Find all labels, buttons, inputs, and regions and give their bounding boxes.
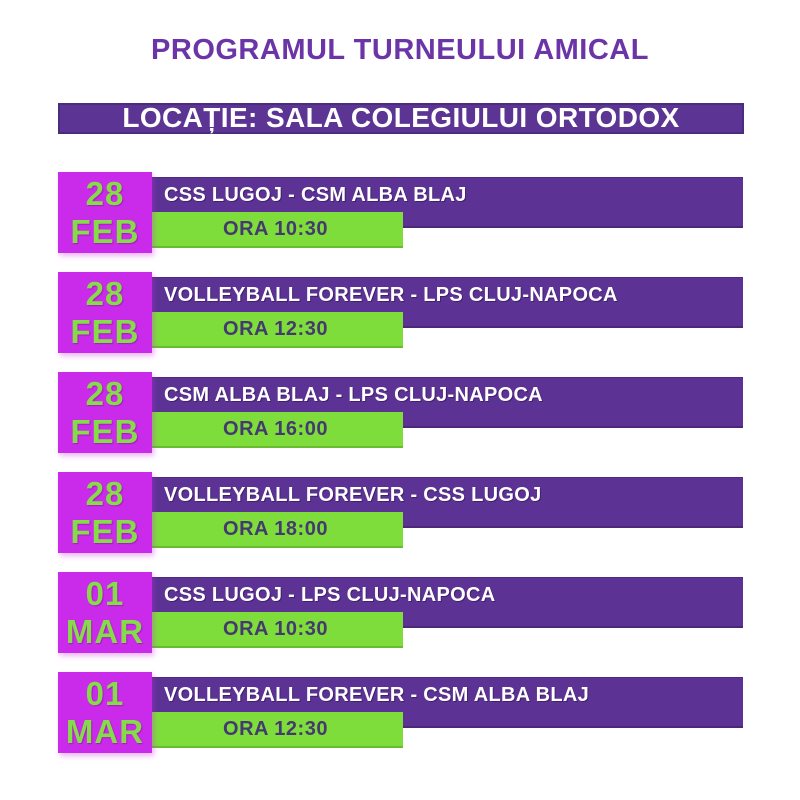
date-day: 28	[85, 174, 125, 212]
schedule-row	[0, 572, 800, 653]
schedule-row	[0, 672, 800, 753]
match-label: VOLLEYBALL FOREVER - LPS CLUJ-NAPOCA	[164, 284, 618, 306]
date-box	[58, 472, 152, 553]
date-day: 28	[85, 474, 125, 512]
page-title: PROGRAMUL TURNEULUI AMICAL	[151, 34, 649, 66]
date-day: 01	[85, 574, 125, 612]
date-month: FEB	[70, 312, 140, 350]
time-bar	[148, 512, 403, 548]
location-banner	[58, 103, 744, 134]
time-bar	[148, 212, 403, 248]
schedule-row	[0, 372, 800, 453]
schedule-row	[0, 272, 800, 353]
date-month: FEB	[70, 512, 140, 550]
match-label: CSM ALBA BLAJ - LPS CLUJ-NAPOCA	[164, 384, 543, 406]
time-bar	[148, 312, 403, 348]
schedule	[0, 172, 800, 772]
location-banner-label: LOCAȚIE: SALA COLEGIULUI ORTODOX	[122, 101, 680, 133]
date-box	[58, 172, 152, 253]
time-label: ORA 16:00	[223, 417, 328, 440]
date-day: 28	[85, 374, 125, 412]
date-box	[58, 672, 152, 753]
match-label: VOLLEYBALL FOREVER - CSM ALBA BLAJ	[164, 684, 590, 706]
time-bar	[148, 712, 403, 748]
date-day: 28	[85, 274, 125, 312]
date-month: FEB	[70, 412, 140, 450]
date-day: 01	[85, 674, 125, 712]
time-label: ORA 10:30	[223, 617, 328, 640]
time-bar	[148, 612, 403, 648]
time-label: ORA 10:30	[223, 217, 328, 240]
time-bar	[148, 412, 403, 448]
date-month: MAR	[65, 712, 145, 750]
match-label: CSS LUGOJ - CSM ALBA BLAJ	[164, 184, 467, 206]
date-box	[58, 572, 152, 653]
schedule-row	[0, 472, 800, 553]
date-box	[58, 372, 152, 453]
match-label: VOLLEYBALL FOREVER - CSS LUGOJ	[164, 484, 542, 506]
time-label: ORA 18:00	[223, 517, 328, 540]
match-label: CSS LUGOJ - LPS CLUJ-NAPOCA	[164, 584, 496, 606]
date-month: MAR	[65, 612, 145, 650]
time-label: ORA 12:30	[223, 717, 328, 740]
time-label: ORA 12:30	[223, 317, 328, 340]
date-box	[58, 272, 152, 353]
date-month: FEB	[70, 212, 140, 250]
schedule-row	[0, 172, 800, 253]
